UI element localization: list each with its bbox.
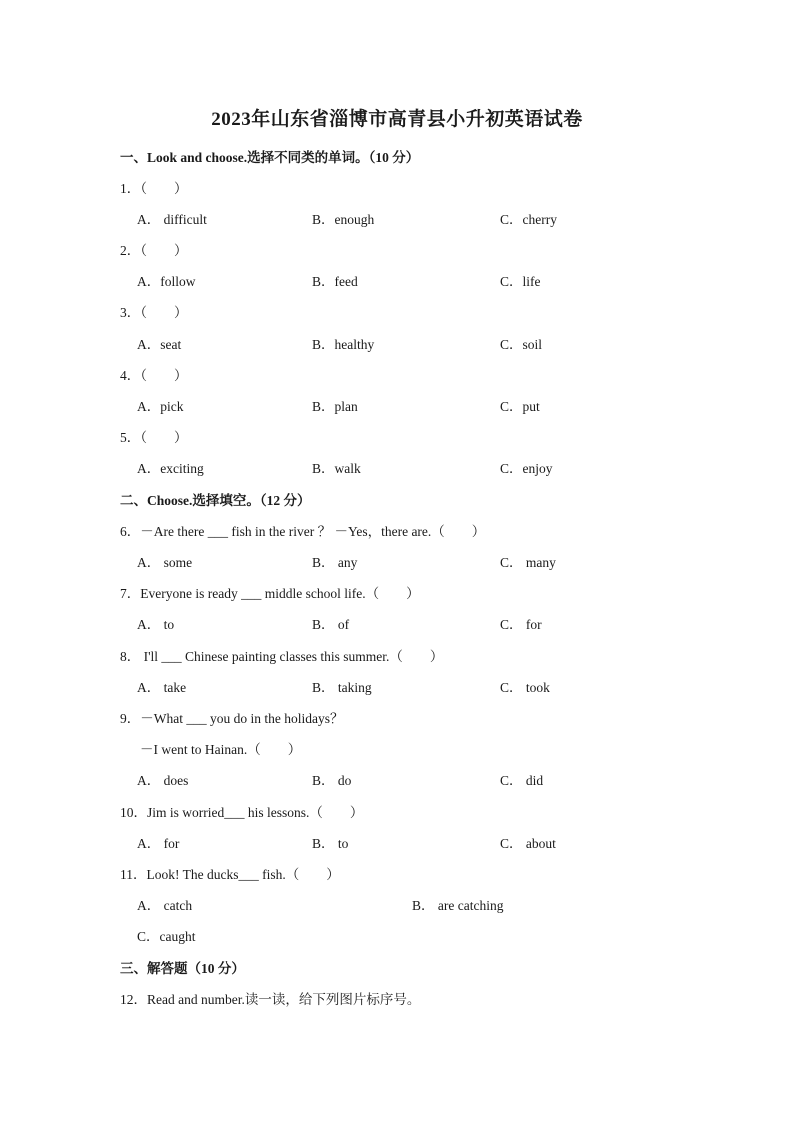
question-6-option-a: A． some bbox=[137, 555, 193, 570]
question-2-option-a: A．follow bbox=[137, 274, 196, 289]
question-7-option-b: B． of bbox=[312, 617, 350, 632]
question-8-option-c: C． took bbox=[500, 680, 550, 695]
page-title: 2023年山东省淄博市高青县小升初英语试卷 bbox=[211, 109, 583, 130]
question-6-stem: 6．－Are there ___ fish in the river ？ －Yes，there are.（ ） bbox=[120, 524, 486, 539]
question-3-option-c: C．soil bbox=[500, 337, 543, 352]
question-5-stem: 5．（ ） bbox=[120, 430, 188, 445]
question-5-option-b: B．walk bbox=[312, 461, 361, 476]
question-10-option-c: C． about bbox=[500, 836, 556, 851]
question-10-stem: 10．Jim is worried___ his lessons.（ ） bbox=[120, 805, 364, 820]
section-1-heading: 一、Look and choose.选择不同类的单词。（10 分） bbox=[120, 150, 420, 165]
question-9-option-a: A． does bbox=[137, 773, 189, 788]
section-2-heading: 二、Choose.选择填空。（12 分） bbox=[120, 493, 311, 508]
question-4-stem: 4．（ ） bbox=[120, 368, 188, 383]
question-8-option-b: B． taking bbox=[312, 680, 372, 695]
question-8-option-a: A． take bbox=[137, 680, 187, 695]
question-5-option-c: C．enjoy bbox=[500, 461, 553, 476]
question-10-option-a: A． for bbox=[137, 836, 180, 851]
question-9-option-c: C． did bbox=[500, 773, 544, 788]
question-6-option-b: B． any bbox=[312, 555, 358, 570]
question-2-stem: 2．（ ） bbox=[120, 243, 188, 258]
question-7-stem: 7．Everyone is ready ___ middle school life.（ ） bbox=[120, 586, 420, 601]
question-11-option-a: A． catch bbox=[137, 898, 193, 913]
question-12-stem: 12．Read and number.读一读，给下列图片标序号。 bbox=[120, 992, 421, 1007]
question-7-option-c: C． for bbox=[500, 617, 542, 632]
question-3-option-a: A．seat bbox=[137, 337, 182, 352]
question-1-option-b: B．enough bbox=[312, 212, 375, 227]
question-4-option-b: B．plan bbox=[312, 399, 358, 414]
question-4-option-c: C．put bbox=[500, 399, 540, 414]
question-11-option-b: B． are catching bbox=[412, 898, 504, 913]
section-3-heading: 三、解答题（10 分） bbox=[120, 961, 245, 976]
question-1-option-c: C．cherry bbox=[500, 212, 557, 227]
question-3-stem: 3．（ ） bbox=[120, 305, 188, 320]
question-9-stem-reply: －I went to Hainan.（ ） bbox=[140, 742, 302, 757]
question-1-option-a: A． difficult bbox=[137, 212, 207, 227]
question-9-stem: 9．－What ___ you do in the holidays？ bbox=[120, 711, 344, 726]
question-2-option-c: C．life bbox=[500, 274, 541, 289]
question-5-option-a: A．exciting bbox=[137, 461, 204, 476]
question-4-option-a: A．pick bbox=[137, 399, 184, 414]
question-11-option-c: C．caught bbox=[137, 929, 196, 944]
question-9-option-b: B． do bbox=[312, 773, 352, 788]
question-1-stem: 1．（ ） bbox=[120, 181, 188, 196]
question-11-stem: 11．Look! The ducks___ fish.（ ） bbox=[120, 867, 340, 882]
question-10-option-b: B． to bbox=[312, 836, 349, 851]
question-6-option-c: C． many bbox=[500, 555, 556, 570]
question-8-stem: 8． I'll ___ Chinese painting classes this summer.（ ） bbox=[120, 649, 444, 664]
question-2-option-b: B．feed bbox=[312, 274, 358, 289]
question-7-option-a: A． to bbox=[137, 617, 175, 632]
question-3-option-b: B．healthy bbox=[312, 337, 375, 352]
